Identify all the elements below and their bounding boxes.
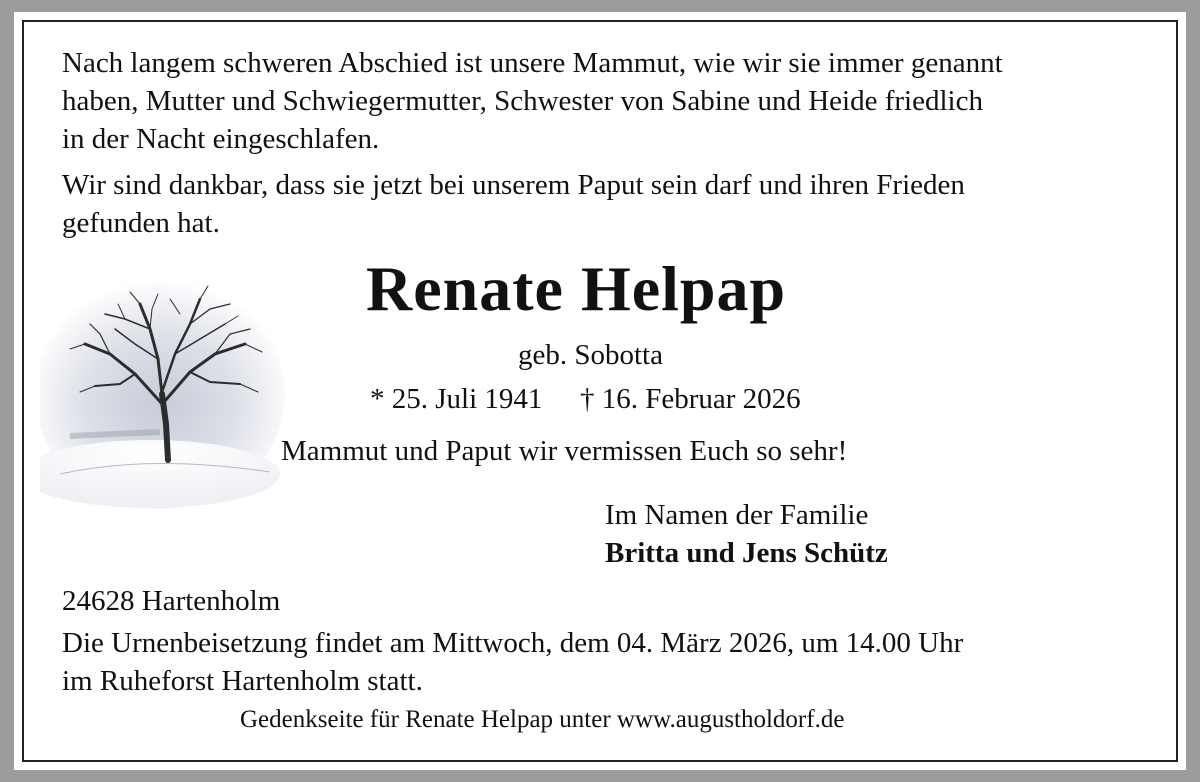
obituary-card xyxy=(14,12,1186,770)
intro-line-5: gefunden hat. xyxy=(62,207,220,239)
birth-date: * 25. Juli 1941 xyxy=(370,383,543,415)
funeral-line-1: Die Urnenbeisetzung findet am Mittwoch, dem 04. März 2026, um 14.00 Uhr xyxy=(62,627,964,659)
message: Mammut und Paput wir vermissen Euch so sehr! xyxy=(281,435,848,467)
memorial-link: Gedenkseite für Renate Helpap unter www.augustholdorf.de xyxy=(240,706,845,733)
intro-line-2: haben, Mutter und Schwiegermutter, Schwester von Sabine und Heide friedlich xyxy=(62,85,983,117)
family-names: Britta und Jens Schütz xyxy=(605,537,888,569)
winter-tree-image xyxy=(40,274,290,514)
intro-line-4: Wir sind dankbar, dass sie jetzt bei unserem Paput sein darf und ihren Frieden xyxy=(62,169,965,201)
funeral-line-2: im Ruheforst Hartenholm statt. xyxy=(62,665,423,697)
family-intro: Im Namen der Familie xyxy=(605,499,869,531)
location: 24628 Hartenholm xyxy=(62,585,281,617)
intro-line-1: Nach langem schweren Abschied ist unsere Mammut, wie wir sie immer genannt xyxy=(62,47,1003,79)
deceased-name: Renate Helpap xyxy=(366,253,787,324)
intro-line-3: in der Nacht eingeschlafen. xyxy=(62,123,380,155)
birth-name: geb. Sobotta xyxy=(518,339,663,371)
death-date: † 16. Februar 2026 xyxy=(580,383,801,415)
